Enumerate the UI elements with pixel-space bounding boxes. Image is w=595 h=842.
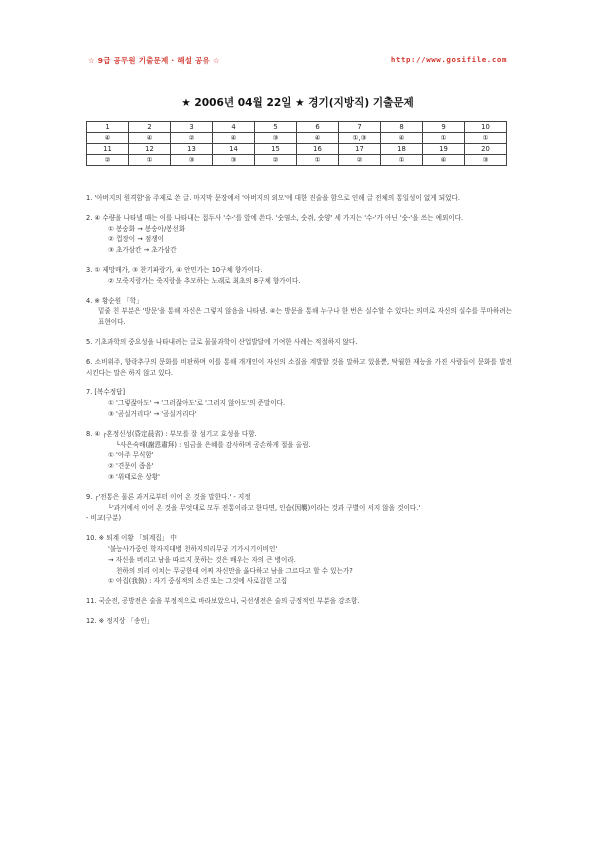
- answer-value: ④: [381, 133, 423, 144]
- answer-value: ③: [255, 133, 297, 144]
- answer-value: ③: [171, 155, 213, 166]
- answer-value: ①,③: [339, 133, 381, 144]
- explanation-text: 3. ① 제망매가, ③ 찬기파랑가, ④ 안민가는 10구체 향가이다.: [86, 265, 263, 274]
- explanation-subitem: └사은숙배(謝恩肅拜) : 임금을 은혜를 감사하며 공손하게 절을 올림.: [116, 440, 311, 449]
- explanation-3: [86, 265, 512, 287]
- answer-value: ④: [423, 155, 465, 166]
- answer-number: 11: [87, 144, 129, 155]
- answer-value: ②: [87, 155, 129, 166]
- answer-value: ①: [129, 155, 171, 166]
- explanation-2: [86, 213, 512, 256]
- answer-value: ②: [255, 155, 297, 166]
- answer-number: 10: [465, 122, 507, 133]
- answer-number: 4: [213, 122, 255, 133]
- answer-value: ④: [297, 133, 339, 144]
- answer-number: 2: [129, 122, 171, 133]
- answer-number: 8: [381, 122, 423, 133]
- explanation-text: 4. ※ 황순원 「학」: [86, 296, 143, 305]
- answer-number: 7: [339, 122, 381, 133]
- answer-value: ①: [297, 155, 339, 166]
- answer-number: 20: [465, 144, 507, 155]
- header-left-text: ☆ 9급 공무원 기출문제 · 해설 공유 ☆: [88, 56, 220, 65]
- answer-number: 12: [129, 144, 171, 155]
- explanation-text: - 비교(구분): [86, 514, 122, 523]
- explanation-5: [86, 337, 512, 348]
- explanation-subitem: ③ '위태로운 상황': [108, 472, 160, 481]
- explanation-text: 7. [복수정답]: [86, 388, 126, 397]
- explanation-text: 5. 기초과학의 중요성을 나타내려는 글로 물물과학이 산업발달에 기여한 사례는 적절하지 않다.: [86, 337, 358, 346]
- explanation-text: 10. ※ 퇴계 이황 「퇴계집」 中: [86, 534, 177, 543]
- explanation-subitem: ② 모죽지랑가는 죽지랑을 추모하는 노래로 최초의 8구체 향가이다.: [108, 276, 301, 285]
- explanation-subitem: '불능사가중인 학자지대병 천하지의리무궁 기가시기이비인': [108, 544, 278, 553]
- answer-number: 9: [423, 122, 465, 133]
- explanation-subitem: ② 껍장이 → 점쟁이: [108, 235, 164, 244]
- explanation-text: 11. 국순전, 공방전은 술을 부정적으로 바라보았으나, 국선생전은 술의 긍정적인 부분을 강조함.: [86, 597, 360, 606]
- explanation-10: [86, 533, 512, 587]
- answer-number: 6: [297, 122, 339, 133]
- explanation-subitem: └'과거에서 이어 온 것을 무엇대로 모두 전통이라고 한다면, 인습(因襲)이라는 것과 구별이 서지 않을 것이다.': [108, 503, 421, 512]
- explanation-text: 2. ④ 수량을 나타낼 때는 이를 나타내는 접두사 '수-'를 앞에 쓴다. '숫염소, 숫쥐, 숫양' 세 가지는 '수-'가 아닌 '숫-'을 쓰는 예외이다.: [86, 213, 464, 222]
- answer-number: 14: [213, 144, 255, 155]
- answer-value: ③: [465, 155, 507, 166]
- answer-number: 16: [297, 144, 339, 155]
- answer-number: 18: [381, 144, 423, 155]
- answer-number: 17: [339, 144, 381, 155]
- page-header: [88, 55, 507, 67]
- explanation-subitem: ① 아집(我執) : 자기 중심적의 소견 또는 그것에 사로잡힌 고집: [108, 577, 288, 586]
- explanation-1: [86, 193, 512, 204]
- answer-value: ④: [213, 133, 255, 144]
- explanation-4: [86, 296, 512, 328]
- header-website-link[interactable]: http://www.gosifile.com: [390, 55, 507, 64]
- explanation-text: 6. 소비위주, 향락추구의 문화를 비판하며 이를 통해 개개인이 자신의 소질을 계발할 것을 말하고 있을뿐, 탁월한 재능을 가진 사람들이 문화를 발전시킨다는 말은 하지 않고 있다.: [86, 357, 512, 377]
- explanation-6: [86, 357, 512, 379]
- explanation-text: 1. '아버지의 원격함'을 주제로 쓴 글. 마지막 문장에서 '아버지의 외모'에 대한 진술을 함으로 인해 글 전체의 통일성이 없게 되었다.: [86, 194, 460, 202]
- explanation-text: 12. ※ 정지상 「송인」: [86, 616, 154, 625]
- explanation-subitem: ① '아주 무식함': [108, 451, 154, 460]
- answer-value: ②: [339, 155, 381, 166]
- answer-number: 1: [87, 122, 129, 133]
- answer-table-answer-row-1: [87, 133, 507, 144]
- explanation-subitem: ① 봉숭화 → 봉숭아/봉선화: [108, 224, 186, 233]
- answer-number: 3: [171, 122, 213, 133]
- explanation-11: [86, 596, 512, 607]
- answer-value: ①: [465, 133, 507, 144]
- explanation-subitem: 천하의 의리 이치는 무궁한데 어찌 자신만을 옳다하고 남을 그르다고 할 수 있는가?: [116, 566, 353, 575]
- explanation-12: [86, 616, 512, 627]
- answer-table-number-row-1: [87, 122, 507, 133]
- answer-table-number-row-2: [87, 144, 507, 155]
- answer-value: ②: [171, 133, 213, 144]
- explanation-8: [86, 429, 512, 483]
- answer-value: ①: [423, 133, 465, 144]
- explanation-subitem: ① '그렇잖아도' → '그러잖아도'로 '그러지 않아도'의 준말이다.: [108, 399, 286, 408]
- explanation-text: 8. ④ ┌혼정신성(昏定晨省) : 부모를 잘 섬기고 효성을 다함.: [86, 429, 257, 438]
- answer-number: 15: [255, 144, 297, 155]
- explanation-text: 9. ┌'전통은 물론 과거로부터 이어 온 것을 말한다.' - 지정: [86, 492, 251, 501]
- explanation-7: [86, 387, 512, 419]
- answer-value: ④: [129, 133, 171, 144]
- explanation-subitem: ③ '곰실거리다' → '곰실거리다': [108, 409, 197, 418]
- answer-number: 13: [171, 144, 213, 155]
- page-title: ★ 2006년 04월 22일 ★ 경기(지방직) 기출문제: [181, 97, 414, 109]
- answer-value: ④: [87, 133, 129, 144]
- explanation-subitem: ③ 초가삼칸 → 초가삼간: [108, 246, 177, 255]
- answer-number: 19: [423, 144, 465, 155]
- answer-value: ③: [213, 155, 255, 166]
- explanation-9: [86, 492, 512, 524]
- answer-number: 5: [255, 122, 297, 133]
- explanation-subitem: → 자신을 버리고 남을 따르지 못하는 것은 배우는 자의 큰 병이라.: [108, 555, 296, 564]
- answer-table-answer-row-2: [87, 155, 507, 166]
- explanation-text: 밑줄 친 부분은 '방문'을 통해 자신은 그렇지 않음을 나타냄. ④는 방문을 통해 누구나 한 번은 실수할 수 있다는 의미로 자신의 실수를 무마하려는 표현이다.: [98, 307, 512, 327]
- answer-table: [86, 121, 507, 166]
- explanations: [86, 193, 512, 636]
- answer-value: ①: [381, 155, 423, 166]
- explanation-subitem: ② '견문이 좁음': [108, 462, 154, 471]
